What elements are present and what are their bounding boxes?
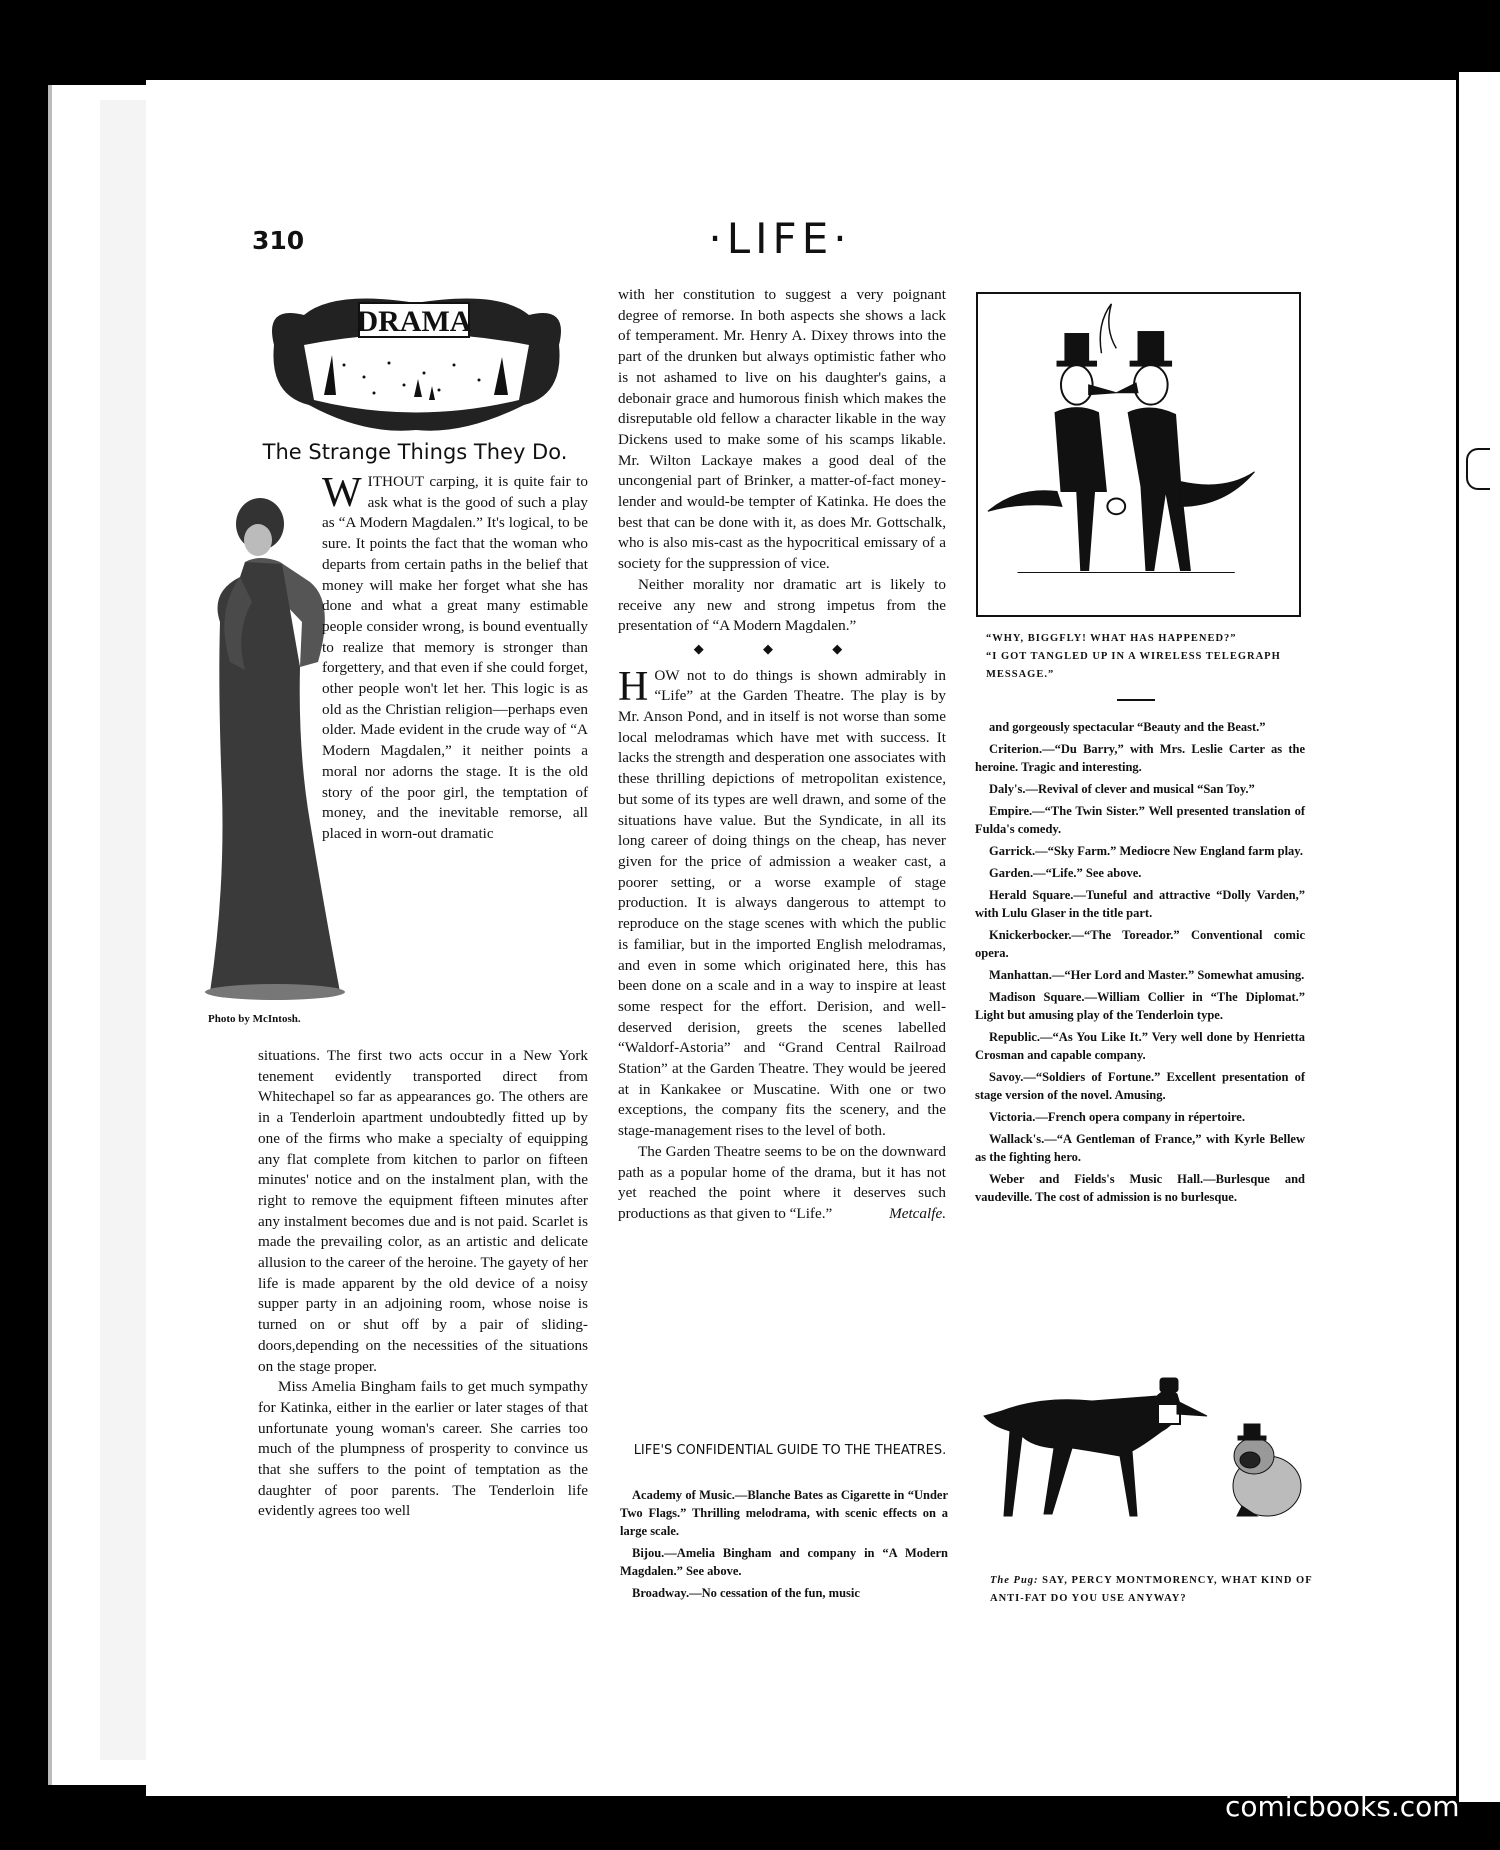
banner-word: DRAMA [356, 305, 472, 338]
column-2-paragraph-3: OW not to do things is shown admirably in “Life” at the Garden Theatre. The play is by Mr. Anson Pond, and in itself is not worse than some local melodramas which have met with success. It lacks the strength and desperation one associates with these thrilling depictions of metropolitan existence, but some of its types are well drawn, and some of the situations have value. But the Syndicate, in all its long career of doing things on the cheap, has never given for the price of admission a weaker cast, a poorer setting, or a worse example of stage production. It is always dangerous to attempt to reproduce on the stage scenes with which the public is familiar, but in the imported English melodramas, and even in some which originated here, this has been done on a scale and in a way to inspire at least some respect for the effort. Derision, and well-deserved derision, greets the scenes labelled “Waldorf-Astoria” and “Grand Central Railroad Station” at the Garden Theatre. They would be jeered at in Kankakee or Muscatine. With one or two exceptions, the company fits the scenery, and the stage-management rises to the level of both. [618, 666, 946, 1140]
caption-divider-rule [1117, 699, 1155, 701]
article-column-1-top [322, 472, 588, 845]
article-column-1-bottom [258, 1046, 588, 1522]
author-signature: Metcalfe. [889, 1204, 946, 1222]
guide-entry: Daly's.—Revival of clever and musical “San Toy.” [989, 782, 1255, 796]
guide-entry: Victoria.—French opera company in répertoire. [989, 1110, 1245, 1124]
article-paragraph-2: Miss Amelia Bingham fails to get much sympathy for Katinka, either in the earlier or later stages of that unfortunate young woman's career. She carries too much of the plumpness of prosperity to convince us that she suffers to the point of temptation as the daughter of poor parents. The Tenderloin life evidently agrees too well [258, 1378, 588, 1520]
article-headline: The Strange Things They Do. [262, 440, 568, 464]
guide-entry: Wallack's.—“A Gentleman of France,” with Kyrle Bellew as the fighting hero. [975, 1132, 1305, 1164]
caption-text: SAY, PERCY MONTMORENCY, WHAT KIND OF ANTI-FAT DO YOU USE ANYWAY? [990, 1575, 1313, 1604]
source-watermark: comicbooks.com [1225, 1790, 1460, 1823]
guide-entry: Knickerbocker.—“The Toreador.” Conventional comic opera. [975, 928, 1305, 960]
caption-speaker: The Pug: [990, 1575, 1039, 1586]
photo-credit: Photo by McIntosh. [208, 1013, 301, 1025]
guide-entry: and gorgeously spectacular “Beauty and the Beast.” [989, 720, 1266, 734]
top-birds-cartoon [976, 292, 1301, 617]
theatre-guide-heading: LIFE'S CONFIDENTIAL GUIDE TO THE THEATRES. [633, 1443, 947, 1458]
guide-entry: Weber and Fields's Music Hall.—Burlesque and vaudeville. The cost of admission is no burlesque. [975, 1172, 1305, 1204]
top-cartoon-caption-line-2: “I GOT TANGLED UP IN A WIRELESS TELEGRAPH MESSAGE.” [986, 651, 1281, 680]
drama-banner-illustration [264, 285, 569, 437]
guide-entry: Garrick.—“Sky Farm.” Mediocre New England farm play. [989, 844, 1303, 858]
theatre-guide-column-2 [620, 1486, 948, 1606]
guide-entry: Garden.—“Life.” See above. [989, 866, 1142, 880]
article-column-2 [618, 285, 946, 1225]
column-2-paragraph-2: Neither morality nor dramatic art is likely to receive any new and strong impetus from the presentation of “A Modern Magdalen.” [618, 575, 946, 635]
greyhound-and-pug-cartoon [982, 1356, 1312, 1531]
bottom-cartoon-caption [990, 1572, 1320, 1608]
column-2-paragraph-1: with her constitution to suggest a very poignant degree of remorse. In both aspects she shows a lack of temperament. Mr. Henry A. Dixey throws into the part of the drunken but always optimistic father who is not ashamed to live on his daughter's gains, a debonair grace and humorous finish which makes the disreputable old fellow a character likable in the way Dickens used to make some of his scamps likable. Mr. Wilton Lackaye makes a good deal of the uncongenial part of Brinker, a matter-of-fact money-lender and would-be tempter of Katinka. He does the best that can be done with it, as does Mr. Gottschalk, who is also mis-cast as the hypocritical emissary of a society for the suppression of vice. [618, 286, 946, 573]
guide-entry: Broadway.—No cessation of the fun, music [632, 1586, 860, 1600]
guide-entry: Empire.—“The Twin Sister.” Well presented translation of Fulda's comedy. [975, 804, 1305, 836]
facing-page-illustration-fragment [1466, 448, 1490, 490]
guide-entry: Bijou.—Amelia Bingham and company in “A Modern Magdalen.” See above. [620, 1546, 948, 1578]
column-2-paragraph-4: The Garden Theatre seems to be on the downward path as a popular home of the drama, but it has not yet reached the point where it deserves such productions as that given to “Life.” [618, 1142, 946, 1222]
guide-entry: Manhattan.—“Her Lord and Master.” Somewhat amusing. [989, 968, 1305, 982]
guide-entry: Savoy.—“Soldiers of Fortune.” Excellent presentation of stage version of the novel. Amusing. [975, 1070, 1305, 1102]
drop-cap-w: W [322, 470, 362, 516]
page-number: 310 [252, 226, 305, 255]
facing-page-edge [1456, 72, 1500, 1802]
theatre-guide-column-3 [975, 718, 1305, 1210]
drop-cap-h: H [618, 663, 649, 710]
guide-entry: Academy of Music.—Blanche Bates as Cigarette in “Under Two Flags.” Thrilling melodrama, with scenic effects on a large scale. [620, 1488, 948, 1538]
guide-entry: Madison Square.—William Collier in “The Diplomat.” Light but amusing play of the Tenderloin type. [975, 990, 1305, 1022]
section-separator: ◆ ◆ ◆ [693, 640, 871, 656]
guide-entry: Criterion.—“Du Barry,” with Mrs. Leslie Carter as the heroine. Tragic and interesting. [975, 742, 1305, 774]
top-cartoon-caption-line-1: “WHY, BIGGFLY! WHAT HAS HAPPENED?” [986, 633, 1237, 644]
masthead: ·LIFE· [708, 214, 852, 263]
top-cartoon-caption [986, 630, 1306, 684]
guide-entry: Herald Square.—Tuneful and attractive “Dolly Varden,” with Lulu Glaser in the title part. [975, 888, 1305, 920]
article-paragraph-1-part-b: situations. The first two acts occur in a New York tenement evidently transported direct from Whitechapel so far as appearances go. The others are in a Tenderloin apartment undoubtedly fitted up by one of the firms who make a specialty of equipping any flat complete from kitchen to parlor on fifteen minutes' notice and on the instalment plan, with the right to remove the equipment fifteen minutes after any instalment becomes due and is not paid. Scarlet is made the prevailing color, as an artistic and delicate allusion to the career of the heroine. The gayety of her life is made apparent by the old device of a noisy supper party in an adjoining room, whose noise is turned on or shut off by a pair of sliding-doors,depending on the necessities of the situations on the stage proper. [258, 1047, 588, 1375]
article-paragraph-1-part-a: ITHOUT carping, it is quite fair to ask what is the good of such a play as “A Modern Magdalen.” It's logical, to be sure. It points the fact that the woman who departs from certain paths in the belief that money will make her forget what she has done and what a great many estimable people consider wrong, is bound eventually to realize that memory is stronger than forgettery, and that even if she could forget, other people won't let her. This logic is as old as the Christian religion—perhaps even older. Made evident in the crude way of “A Modern Magdalen,” it neither points a moral nor adorns the stage. It is the old story of the poor girl, the temptation of money, and the inevitable remorse, all placed in worn-out dramatic [322, 473, 588, 842]
page-stack-edge-inner [100, 100, 148, 1760]
guide-entry: Republic.—“As You Like It.” Very well done by Henrietta Crosman and capable company. [975, 1030, 1305, 1062]
